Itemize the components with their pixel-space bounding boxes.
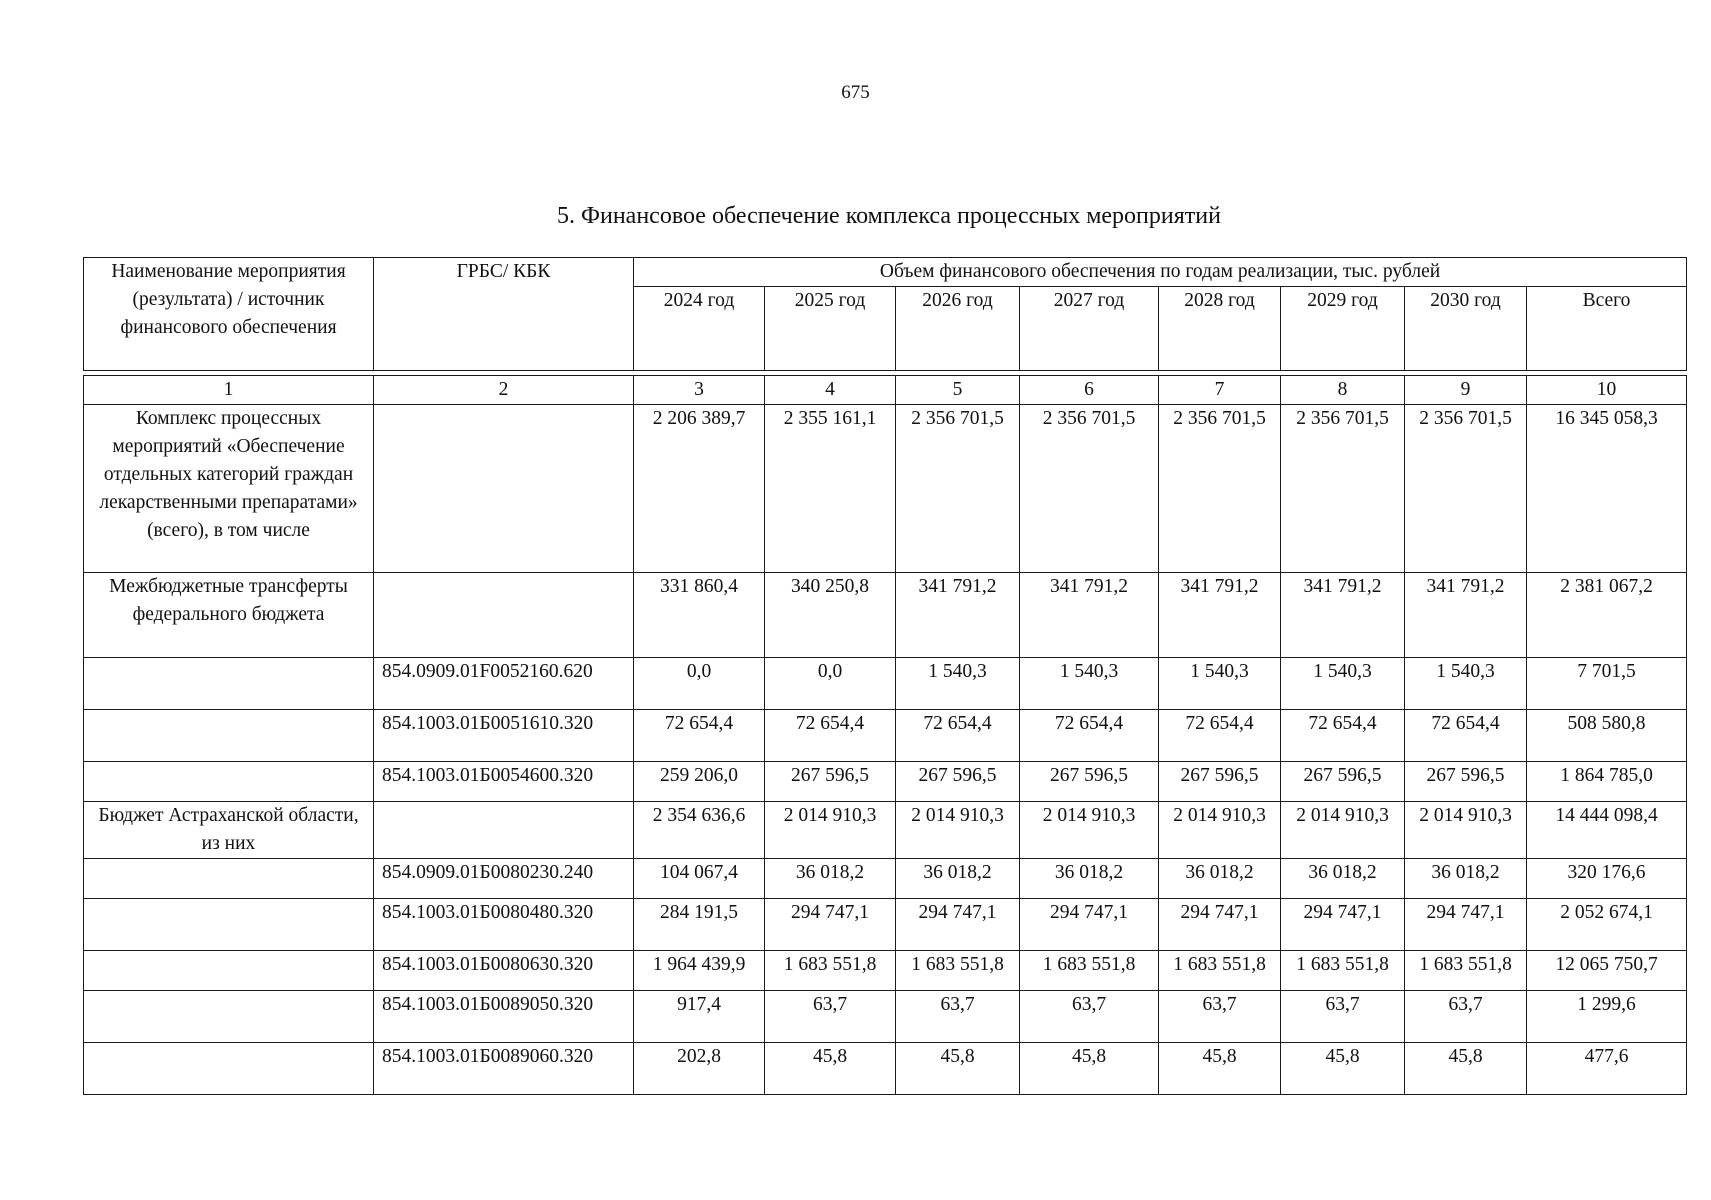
row-code: 854.1003.01Б0054600.320 bbox=[374, 762, 634, 802]
row-name bbox=[84, 899, 374, 951]
column-number: 7 bbox=[1159, 376, 1281, 405]
row-value: 294 747,1 bbox=[1159, 899, 1281, 951]
row-value: 2 356 701,5 bbox=[1405, 405, 1527, 573]
row-name bbox=[84, 762, 374, 802]
table-row bbox=[84, 1043, 1687, 1095]
header-year: 2024 год bbox=[634, 287, 765, 371]
row-value: 36 018,2 bbox=[1159, 859, 1281, 899]
row-value: 294 747,1 bbox=[1020, 899, 1159, 951]
row-value: 341 791,2 bbox=[896, 573, 1020, 658]
row-total: 2 381 067,2 bbox=[1527, 573, 1687, 658]
row-value: 2 014 910,3 bbox=[1405, 802, 1527, 859]
row-value: 72 654,4 bbox=[765, 710, 896, 762]
row-value: 2 354 636,6 bbox=[634, 802, 765, 859]
row-code: 854.1003.01Б0089060.320 bbox=[374, 1043, 634, 1095]
row-value: 294 747,1 bbox=[1405, 899, 1527, 951]
row-value: 341 791,2 bbox=[1405, 573, 1527, 658]
row-value: 2 014 910,3 bbox=[896, 802, 1020, 859]
row-total: 1 299,6 bbox=[1527, 991, 1687, 1043]
row-value: 0,0 bbox=[765, 658, 896, 710]
header-code-col: ГРБС/ КБК bbox=[374, 258, 634, 371]
header-year: 2026 год bbox=[896, 287, 1020, 371]
row-value: 202,8 bbox=[634, 1043, 765, 1095]
column-number: 9 bbox=[1405, 376, 1527, 405]
row-value: 267 596,5 bbox=[1020, 762, 1159, 802]
row-code: 854.1003.01Б0051610.320 bbox=[374, 710, 634, 762]
row-value: 267 596,5 bbox=[1159, 762, 1281, 802]
header-group-col: Объем финансового обеспечения по годам реализации, тыс. рублей bbox=[634, 258, 1687, 287]
row-value: 104 067,4 bbox=[634, 859, 765, 899]
row-name: Бюджет Астраханской области, из них bbox=[84, 802, 374, 859]
row-value: 63,7 bbox=[1405, 991, 1527, 1043]
table-body bbox=[84, 258, 1687, 1095]
row-code: 854.1003.01Б0080480.320 bbox=[374, 899, 634, 951]
row-value: 1 540,3 bbox=[1020, 658, 1159, 710]
row-value: 0,0 bbox=[634, 658, 765, 710]
row-value: 45,8 bbox=[765, 1043, 896, 1095]
row-code: 854.0909.01Б0080230.240 bbox=[374, 859, 634, 899]
row-value: 2 014 910,3 bbox=[1020, 802, 1159, 859]
row-value: 63,7 bbox=[1159, 991, 1281, 1043]
table-row bbox=[84, 899, 1687, 951]
row-name: Межбюджетные трансферты федерального бюджета bbox=[84, 573, 374, 658]
column-number: 3 bbox=[634, 376, 765, 405]
row-code bbox=[374, 573, 634, 658]
row-value: 72 654,4 bbox=[1405, 710, 1527, 762]
header-row-1 bbox=[84, 258, 1687, 287]
table-row bbox=[84, 405, 1687, 573]
row-code: 854.1003.01Б0080630.320 bbox=[374, 951, 634, 991]
row-name bbox=[84, 658, 374, 710]
row-total: 1 864 785,0 bbox=[1527, 762, 1687, 802]
row-value: 294 747,1 bbox=[765, 899, 896, 951]
row-value: 36 018,2 bbox=[765, 859, 896, 899]
header-year: 2030 год bbox=[1405, 287, 1527, 371]
row-name bbox=[84, 710, 374, 762]
table-row bbox=[84, 951, 1687, 991]
row-value: 1 683 551,8 bbox=[1281, 951, 1405, 991]
table-row bbox=[84, 658, 1687, 710]
row-name bbox=[84, 1043, 374, 1095]
row-value: 36 018,2 bbox=[1020, 859, 1159, 899]
row-value: 294 747,1 bbox=[896, 899, 1020, 951]
column-number-row bbox=[84, 376, 1687, 405]
row-value: 45,8 bbox=[896, 1043, 1020, 1095]
column-number: 8 bbox=[1281, 376, 1405, 405]
row-total: 16 345 058,3 bbox=[1527, 405, 1687, 573]
table-row bbox=[84, 710, 1687, 762]
page-number: 675 bbox=[841, 82, 870, 103]
column-number: 5 bbox=[896, 376, 1020, 405]
row-value: 341 791,2 bbox=[1281, 573, 1405, 658]
row-name bbox=[84, 859, 374, 899]
row-value: 1 540,3 bbox=[1405, 658, 1527, 710]
header-year: 2028 год bbox=[1159, 287, 1281, 371]
table-row bbox=[84, 762, 1687, 802]
row-value: 267 596,5 bbox=[1281, 762, 1405, 802]
header-year: 2025 год bbox=[765, 287, 896, 371]
row-total: 7 701,5 bbox=[1527, 658, 1687, 710]
row-value: 341 791,2 bbox=[1159, 573, 1281, 658]
row-value: 331 860,4 bbox=[634, 573, 765, 658]
row-code bbox=[374, 405, 634, 573]
row-value: 2 356 701,5 bbox=[1020, 405, 1159, 573]
row-value: 267 596,5 bbox=[1405, 762, 1527, 802]
column-number: 6 bbox=[1020, 376, 1159, 405]
table-row bbox=[84, 802, 1687, 859]
row-code bbox=[374, 802, 634, 859]
row-value: 1 540,3 bbox=[896, 658, 1020, 710]
row-value: 917,4 bbox=[634, 991, 765, 1043]
row-value: 259 206,0 bbox=[634, 762, 765, 802]
row-value: 2 355 161,1 bbox=[765, 405, 896, 573]
table-row bbox=[84, 991, 1687, 1043]
row-value: 72 654,4 bbox=[896, 710, 1020, 762]
row-value: 45,8 bbox=[1159, 1043, 1281, 1095]
row-value: 72 654,4 bbox=[634, 710, 765, 762]
row-value: 72 654,4 bbox=[1281, 710, 1405, 762]
header-total: Всего bbox=[1527, 287, 1687, 371]
row-value: 1 540,3 bbox=[1159, 658, 1281, 710]
row-value: 340 250,8 bbox=[765, 573, 896, 658]
header-year: 2027 год bbox=[1020, 287, 1159, 371]
financing-table bbox=[83, 257, 1687, 1095]
row-total: 477,6 bbox=[1527, 1043, 1687, 1095]
row-value: 2 014 910,3 bbox=[1159, 802, 1281, 859]
row-code: 854.0909.01F0052160.620 bbox=[374, 658, 634, 710]
row-value: 2 356 701,5 bbox=[896, 405, 1020, 573]
row-value: 1 683 551,8 bbox=[1159, 951, 1281, 991]
row-value: 45,8 bbox=[1020, 1043, 1159, 1095]
row-value: 72 654,4 bbox=[1159, 710, 1281, 762]
column-number: 1 bbox=[84, 376, 374, 405]
table-row bbox=[84, 573, 1687, 658]
row-value: 36 018,2 bbox=[896, 859, 1020, 899]
column-number: 2 bbox=[374, 376, 634, 405]
row-value: 341 791,2 bbox=[1020, 573, 1159, 658]
row-total: 2 052 674,1 bbox=[1527, 899, 1687, 951]
row-value: 1 683 551,8 bbox=[896, 951, 1020, 991]
row-value: 2 014 910,3 bbox=[765, 802, 896, 859]
column-number: 4 bbox=[765, 376, 896, 405]
row-value: 2 356 701,5 bbox=[1159, 405, 1281, 573]
row-total: 12 065 750,7 bbox=[1527, 951, 1687, 991]
row-value: 63,7 bbox=[1281, 991, 1405, 1043]
row-code: 854.1003.01Б0089050.320 bbox=[374, 991, 634, 1043]
row-total: 320 176,6 bbox=[1527, 859, 1687, 899]
row-value: 267 596,5 bbox=[896, 762, 1020, 802]
row-value: 72 654,4 bbox=[1020, 710, 1159, 762]
row-value: 2 206 389,7 bbox=[634, 405, 765, 573]
row-name: Комплекс процессных мероприятий «Обеспечение отдельных категорий граждан лекарственными препаратами» (всего), в том числе bbox=[84, 405, 374, 573]
row-name bbox=[84, 991, 374, 1043]
row-value: 1 540,3 bbox=[1281, 658, 1405, 710]
row-value: 294 747,1 bbox=[1281, 899, 1405, 951]
column-number: 10 bbox=[1527, 376, 1687, 405]
row-name bbox=[84, 951, 374, 991]
row-value: 2 356 701,5 bbox=[1281, 405, 1405, 573]
table-row bbox=[84, 859, 1687, 899]
row-value: 45,8 bbox=[1405, 1043, 1527, 1095]
row-total: 14 444 098,4 bbox=[1527, 802, 1687, 859]
row-value: 36 018,2 bbox=[1281, 859, 1405, 899]
row-value: 2 014 910,3 bbox=[1281, 802, 1405, 859]
row-total: 508 580,8 bbox=[1527, 710, 1687, 762]
row-value: 63,7 bbox=[1020, 991, 1159, 1043]
row-value: 1 683 551,8 bbox=[1405, 951, 1527, 991]
header-name-col: Наименование мероприятия (результата) / источник финансового обеспечения bbox=[84, 258, 374, 371]
row-value: 63,7 bbox=[896, 991, 1020, 1043]
row-value: 284 191,5 bbox=[634, 899, 765, 951]
row-value: 1 683 551,8 bbox=[765, 951, 896, 991]
row-value: 63,7 bbox=[765, 991, 896, 1043]
section-title: 5. Финансовое обеспечение комплекса процессных мероприятий bbox=[557, 203, 1221, 229]
row-value: 1 964 439,9 bbox=[634, 951, 765, 991]
row-value: 36 018,2 bbox=[1405, 859, 1527, 899]
header-year: 2029 год bbox=[1281, 287, 1405, 371]
row-value: 1 683 551,8 bbox=[1020, 951, 1159, 991]
row-value: 45,8 bbox=[1281, 1043, 1405, 1095]
row-value: 267 596,5 bbox=[765, 762, 896, 802]
